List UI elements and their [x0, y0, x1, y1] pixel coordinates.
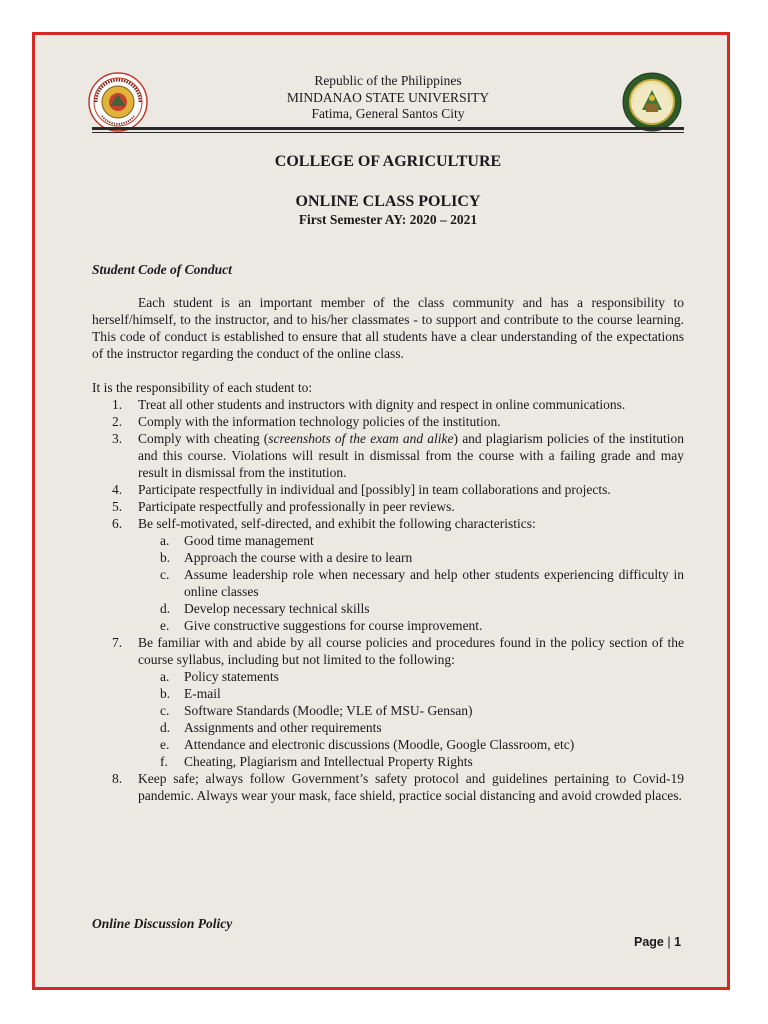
item-number: 4.: [112, 482, 123, 497]
item-text: Participate respectfully and professionally in peer reviews.: [138, 499, 455, 514]
item-text-italic: screenshots of the exam and alike: [268, 431, 454, 446]
sublist-item: [138, 753, 684, 770]
item-number: 2.: [112, 414, 123, 429]
page-number-footer: [634, 935, 681, 949]
sub-text: Assume leadership role when necessary and help other students experiencing difficulty in online classes: [184, 567, 684, 599]
sub-text: Approach the course with a desire to learn: [184, 550, 413, 565]
characteristics-sublist: [138, 532, 684, 634]
conduct-heading: Student Code of Conduct: [92, 262, 232, 277]
item-text: Keep safe; always follow Government’s safety protocol and guidelines pertaining to Covid-19 pandemic. Always wear your mask, face shield, practice social distancing and avoid crowded places.: [138, 771, 684, 803]
sub-letter: d.: [160, 720, 171, 735]
item-text: Treat all other students and instructors with dignity and respect in online communications.: [138, 397, 626, 412]
sub-text: Develop necessary technical skills: [184, 601, 370, 616]
header-rule-thick: [92, 127, 684, 130]
sub-letter: b.: [160, 550, 171, 565]
item-text: Comply with cheating (: [138, 431, 269, 446]
list-item: [92, 498, 684, 515]
list-item: [92, 396, 684, 413]
letterhead-university: MINDANAO STATE UNIVERSITY: [286, 89, 490, 105]
sub-text: E-mail: [184, 686, 221, 701]
list-item: [92, 515, 684, 634]
list-item: [92, 634, 684, 770]
sublist-item: [138, 549, 684, 566]
sublist-item: [138, 702, 684, 719]
sub-letter: b.: [160, 686, 171, 701]
sublist-item: [138, 566, 684, 600]
item-number: 5.: [112, 499, 123, 514]
sublist-item: [138, 719, 684, 736]
responsibility-list: [92, 396, 684, 804]
page-label: Page: [634, 935, 664, 949]
sublist-item: [138, 532, 684, 549]
item-number: 3.: [112, 431, 123, 446]
college-agriculture-seal-logo: [622, 72, 682, 132]
sub-text: Good time management: [184, 533, 314, 548]
sub-letter: e.: [160, 618, 170, 633]
page-number: 1: [674, 935, 682, 949]
list-item: [92, 770, 684, 804]
letterhead-country: Republic of the Philippines: [314, 73, 462, 88]
sub-text: Attendance and electronic discussions (Moodle, Google Classroom, etc): [184, 737, 575, 752]
sub-letter: c.: [160, 703, 170, 718]
item-text: Be familiar with and abide by all course policies and procedures found in the policy section of the course syllabus, including but not limited to the following:: [138, 635, 684, 667]
sub-letter: c.: [160, 567, 170, 582]
letterhead: [200, 73, 576, 123]
sub-text: Policy statements: [184, 669, 279, 684]
sub-text: Software Standards (Moodle; VLE of MSU- Gensan): [184, 703, 473, 718]
discussion-heading: Online Discussion Policy: [92, 916, 233, 931]
sub-letter: e.: [160, 737, 170, 752]
sublist-item: [138, 736, 684, 753]
sublist-item: [138, 617, 684, 634]
sub-letter: a.: [160, 533, 170, 548]
header-rule-thin: [92, 132, 684, 133]
item-text: Be self-motivated, self-directed, and exhibit the following characteristics:: [138, 516, 536, 531]
sublist-item: [138, 600, 684, 617]
item-number: 1.: [112, 397, 123, 412]
lead-in: It is the responsibility of each student to:: [92, 380, 313, 395]
sub-letter: a.: [160, 669, 170, 684]
policies-sublist: [138, 668, 684, 770]
letterhead-address: Fatima, General Santos City: [311, 106, 465, 121]
policy-title: ONLINE CLASS POLICY: [295, 193, 481, 210]
item-number: 7.: [112, 635, 123, 650]
item-number: 8.: [112, 771, 123, 786]
page-separator: |: [667, 935, 671, 949]
sublist-item: [138, 685, 684, 702]
list-item: [92, 481, 684, 498]
sublist-item: [138, 668, 684, 685]
item-text: ) and plagiarism policies of the institution and this course. Violations will result in dismissal from the course with a failing grade and may result in dismissal from the institution.: [138, 431, 684, 480]
semester-subtitle: First Semester AY: 2020 – 2021: [298, 212, 478, 227]
intro-paragraph: Each student is an important member of the class community and has a responsibility to herself/himself, to the instructor, and to his/her classmates - to support and contribute to the course learning. This code of conduct is established to ensure that all students have a clear understanding of the expectations of the instructor regarding the conduct of the online class.: [92, 295, 684, 361]
item-text: Participate respectfully in individual and [possibly] in team collaborations and projects.: [138, 482, 611, 497]
list-item: [92, 413, 684, 430]
sub-text: Give constructive suggestions for course improvement.: [184, 618, 483, 633]
college-title: COLLEGE OF AGRICULTURE: [274, 153, 502, 170]
sub-text: Assignments and other requirements: [184, 720, 382, 735]
sub-text: Cheating, Plagiarism and Intellectual Property Rights: [184, 754, 473, 769]
list-item: [92, 430, 684, 481]
msu-seal-logo: [88, 72, 148, 132]
sub-letter: f.: [160, 754, 168, 769]
sub-letter: d.: [160, 601, 171, 616]
item-number: 6.: [112, 516, 123, 531]
document-body: [92, 294, 684, 804]
item-text: Comply with the information technology policies of the institution.: [138, 414, 501, 429]
